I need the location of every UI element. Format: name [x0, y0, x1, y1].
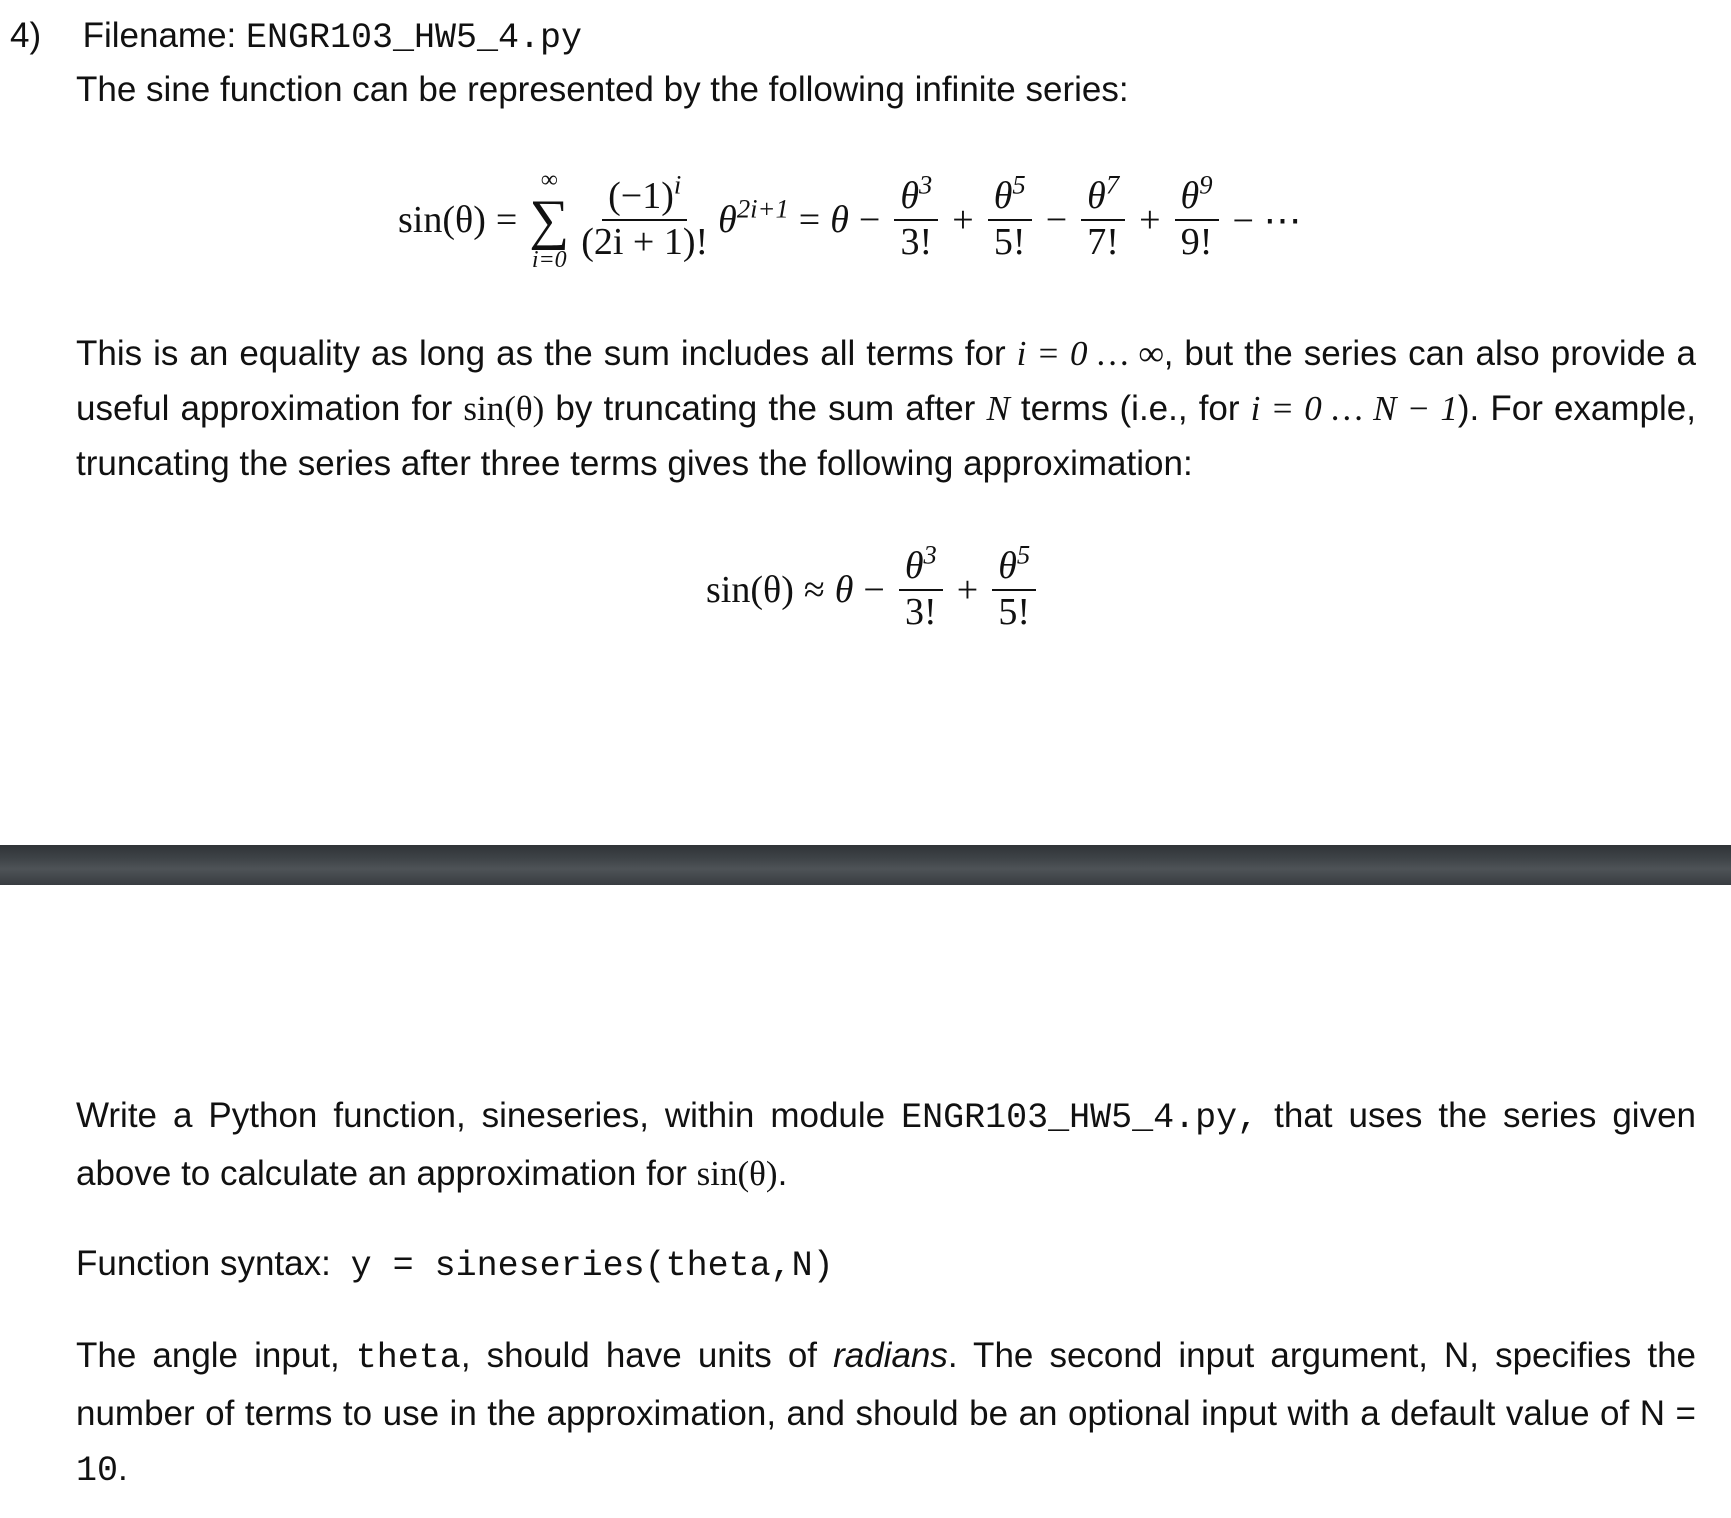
term-theta9: $\frac{\theta^9}{9!}$ [1175, 177, 1219, 263]
approx-equation [706, 530, 1040, 650]
equals-sign-2: = [798, 199, 821, 241]
approx-theta3: $\frac{\theta^3}{3!}$ [899, 547, 943, 633]
approx-sign: ≈ [803, 569, 825, 611]
approx-theta5: $\frac{\theta^5}{5!}$ [992, 547, 1036, 633]
sum-lower-limit: i=0 [531, 247, 567, 273]
paragraph-task: Write a Python function, sineseries, within module ENGR103_HW5_4.py, that uses the series given above to calculate an approximation for sin(θ). [76, 1096, 1697, 1193]
intro-text: The sine function can be represented by the following infinite series: [76, 70, 1129, 109]
theta-code: theta [355, 1338, 461, 1378]
math-sin-theta-2: sin(θ) [696, 1154, 778, 1193]
plus-sign-2: + [1139, 199, 1161, 241]
minus-sign-2: − [1045, 199, 1068, 241]
math-n: N [986, 389, 1010, 428]
default-n-code: 10 [76, 1451, 119, 1491]
syntax-label: Function syntax: [76, 1244, 331, 1283]
series-term-fraction [575, 169, 714, 263]
problem-number: 4) [10, 16, 42, 55]
theta-exponent: 2i+1 [736, 193, 789, 224]
fraction-denominator: (2i + 1)! [581, 221, 709, 263]
function-syntax [76, 1236, 834, 1294]
approx-lhs: sin(θ) [706, 569, 794, 611]
term-theta3: $\frac{\theta^3}{3!}$ [894, 177, 938, 263]
series-lhs: sin(θ) [398, 199, 486, 241]
approx-theta: θ [834, 569, 854, 611]
approx-plus: + [956, 569, 979, 611]
term-theta: θ [830, 199, 849, 241]
paragraph-inputs: The angle input, theta, should have units of radians. The second input argument, N, specifies the number of terms to use in the approximation, and should be an optional input with a default value of N = 10. [76, 1336, 1696, 1491]
equals-sign: = [495, 199, 518, 241]
approx-minus: − [863, 569, 885, 611]
math-i-range-n: i = 0 … N − 1 [1250, 389, 1458, 428]
term-theta7: $\frac{\theta^7}{7!}$ [1081, 177, 1125, 263]
fraction-numerator: (−1) [608, 175, 674, 218]
problem-header [10, 8, 582, 66]
theta-power: $\theta^{2i+1}$ [718, 193, 789, 241]
series-equation [398, 150, 1311, 290]
math-i-range: i = 0 … ∞ [1016, 334, 1164, 373]
numerator-exponent: i [673, 169, 682, 200]
module-name: ENGR103_HW5_4.py, [901, 1098, 1259, 1138]
plus-sign: + [952, 199, 974, 241]
summation [529, 168, 569, 272]
filename: ENGR103_HW5_4.py [246, 18, 583, 58]
syntax-code: y = sineseries(theta,N) [350, 1246, 834, 1286]
sum-upper-limit: ∞ [540, 167, 558, 193]
page-divider [0, 845, 1731, 885]
minus-sign: − [858, 199, 881, 241]
math-sin-theta: sin(θ) [463, 389, 545, 428]
filename-label: Filename: [82, 16, 237, 55]
series-tail: − ⋯ [1232, 199, 1302, 242]
sigma-symbol: ∑ [529, 189, 570, 251]
radians-emphasis: radians [833, 1336, 948, 1375]
paragraph-truncation: This is an equality as long as the sum includes all terms for i = 0 … ∞, but the series can also provide a useful approximation for sin(θ) by truncating the sum after N terms (i.e., for i = 0 … N − 1). For example, truncating the series after three terms gives the following approximation: [76, 334, 1696, 483]
term-theta5: $\frac{\theta^5}{5!}$ [988, 177, 1032, 263]
